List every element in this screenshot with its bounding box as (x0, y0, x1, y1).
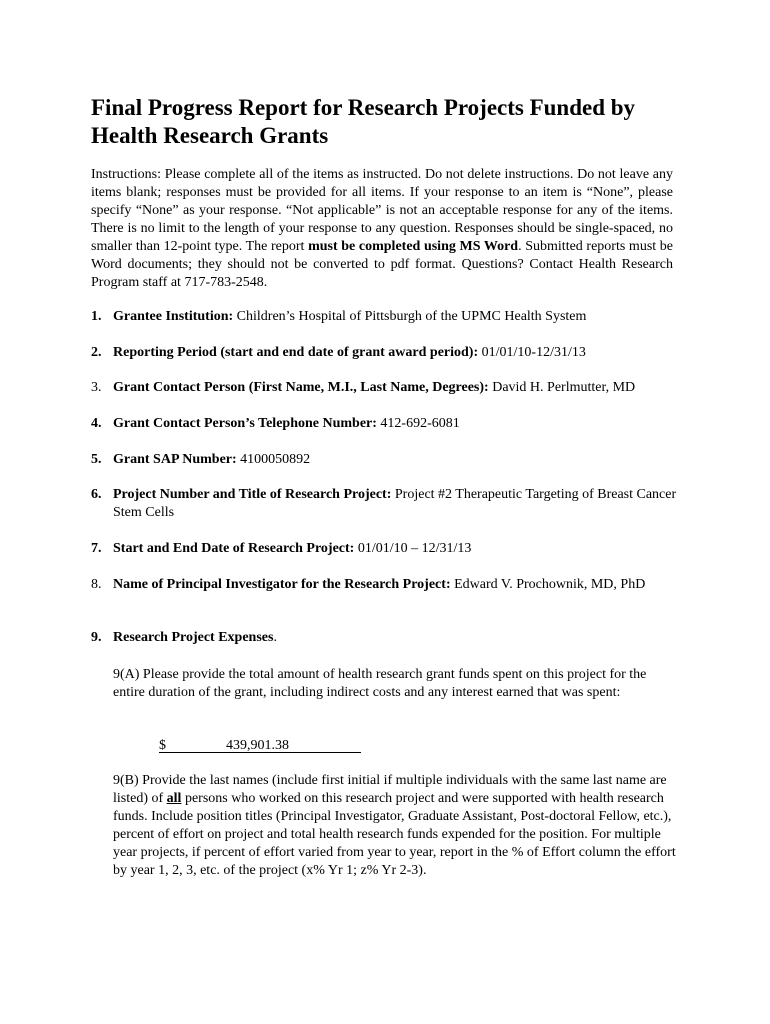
item-label: Grant SAP Number: (113, 452, 237, 467)
section-9b-all: all (166, 791, 182, 806)
item-label: Project Number and Title of Research Project: (113, 487, 392, 502)
item-reporting-period (91, 344, 683, 362)
item-contact-telephone (91, 415, 683, 433)
item-value: 01/01/10 – 12/31/13 (354, 541, 472, 556)
item-value: Project #2 Therapeutic Targeting of Breast Cancer Stem Cells (113, 487, 677, 520)
item-value: Children’s Hospital of Pittsburgh of the UPMC Health System (233, 309, 587, 324)
item-grant-sap-number (91, 451, 683, 469)
item-number: 2. (91, 345, 102, 360)
instructions-text-1: Instructions: Please complete all of the items as instructed. Do not delete instructions. Do not leave any items blank; responses must be provided for all items. If your response to an item is “None”, please specify “None” as your response. “Not applicable” is not an acceptable response for any of the items. There is no limit to the length of your response to any question. Responses should be single-spaced, no smaller than 12-point type. The report (91, 167, 673, 254)
section-9b-text-2: persons who worked on this research project and were supported with health research funds. Include position titles (Principal Investigator, Graduate Assistant, Post-doctoral Fellow, etc.), percent of effort on project and total health research funds expended for the position. For multiple year projects, if percent of effort varied from year to year, report in the % of Effort column the effort by year 1, 2, 3, etc. of the project (x% Yr 1; z% Yr 2-3). (113, 791, 676, 878)
item-label: Start and End Date of Research Project: (113, 541, 355, 556)
section-9a-text: 9(A) Please provide the total amount of health research grant funds spent on this project for the entire duration of the grant, including indirect costs and any interest earned that was spent: (113, 667, 647, 700)
instructions-text-2: . Submitted reports must be Word documents; they should not be converted to pdf format. Questions? Contact Health Research Program staff at 717-783-2548. (91, 239, 674, 290)
item-value: 01/01/10-12/31/13 (478, 345, 586, 360)
item-number: 4. (91, 416, 102, 431)
item-label: Research Project Expenses (113, 630, 274, 645)
section-9b-text-1: 9(B) Provide the last names (include first initial if multiple individuals with the same last name are listed) of (113, 773, 667, 806)
item-research-expenses (91, 629, 683, 647)
item-number: 3. (91, 380, 102, 395)
item-value: David H. Perlmutter, MD (488, 380, 636, 395)
item-label: Grant Contact Person (First Name, M.I., Last Name, Degrees): (113, 380, 489, 395)
total-amount-field (159, 737, 361, 753)
item-value: . (273, 630, 277, 645)
item-number: 8. (91, 577, 102, 592)
instructions-bold-ms-word: must be completed using MS Word (308, 239, 519, 254)
item-label: Reporting Period (start and end date of grant award period): (113, 345, 479, 360)
item-number: 6. (91, 487, 102, 502)
item-project-dates (91, 540, 683, 558)
item-value: 412-692-6081 (376, 416, 460, 431)
item-value: Edward V. Prochownik, MD, PhD (450, 577, 646, 592)
item-label: Name of Principal Investigator for the Research Project: (113, 577, 451, 592)
item-project-title (91, 486, 683, 522)
currency-symbol: $ (159, 738, 166, 753)
item-number: 7. (91, 541, 102, 556)
item-label: Grant Contact Person’s Telephone Number: (113, 416, 377, 431)
item-number: 9. (91, 630, 102, 645)
total-amount-value: 439,901.38 (226, 738, 289, 753)
section-9b-text (113, 772, 678, 880)
item-label: Grantee Institution: (113, 309, 234, 324)
item-grantee-institution (91, 308, 683, 326)
item-principal-investigator (91, 576, 683, 594)
item-number: 1. (91, 309, 102, 324)
item-value: 4100050892 (236, 452, 311, 467)
page-title: Final Progress Report for Research Projects Funded by Health Research Grants (91, 95, 636, 148)
item-grant-contact-person (91, 379, 683, 397)
instructions-paragraph (91, 166, 673, 292)
item-number: 5. (91, 452, 102, 467)
